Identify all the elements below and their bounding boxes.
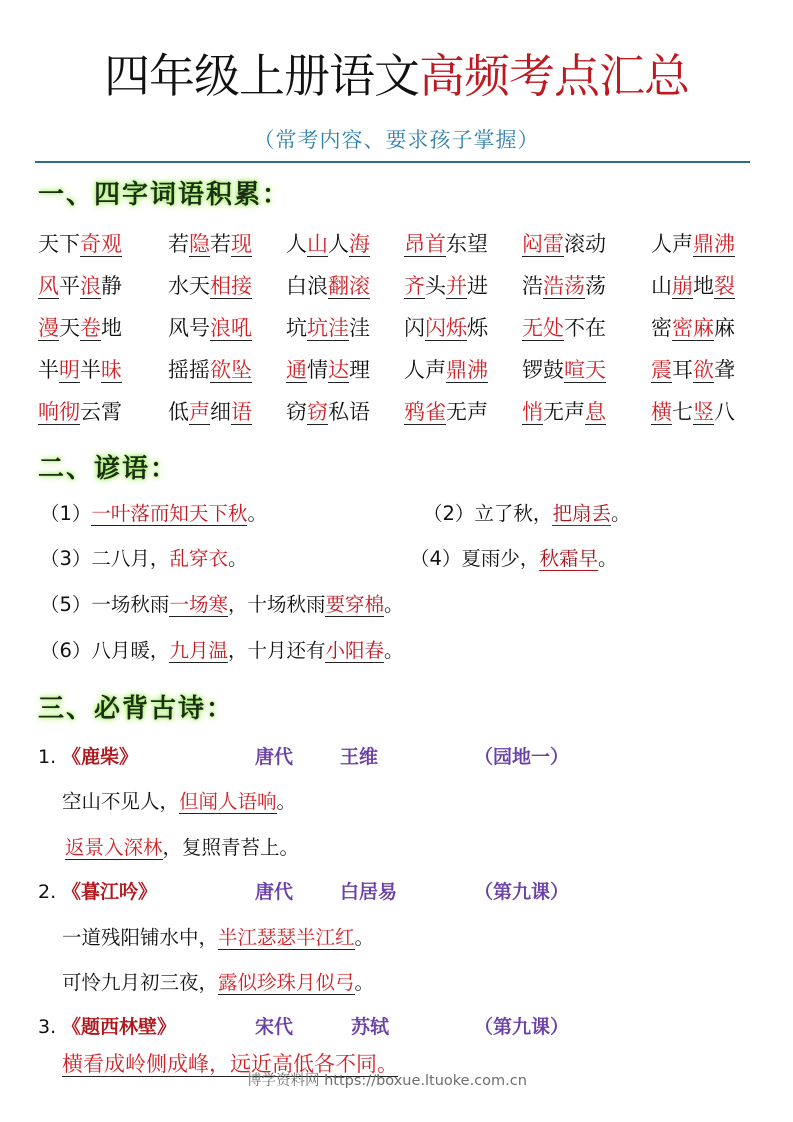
idiom-row xyxy=(38,226,758,268)
proverb-text: ，十月还有 xyxy=(227,639,326,662)
watermark: 博学资料网 https://boxue.ltuoke.com.cn xyxy=(247,1073,527,1089)
poem-number: 2. xyxy=(38,881,57,903)
proverb-item xyxy=(40,590,404,620)
idiom-given: 白浪 xyxy=(286,274,328,298)
idiom-answer: 现 xyxy=(231,232,252,256)
idiom-answer: 翻滚 xyxy=(328,274,370,298)
idiom-answer: 奇观 xyxy=(80,232,122,256)
proverb-item xyxy=(40,636,404,666)
idiom-row xyxy=(38,310,758,352)
poem-dynasty: 唐代 xyxy=(255,746,294,768)
poem-source: （第九课） xyxy=(474,881,570,903)
idiom-answer: 海 xyxy=(349,232,370,256)
poem-line-answer: 返景入深林 xyxy=(65,836,163,859)
idiom-answer: 鼎沸 xyxy=(446,358,488,382)
proverb-number: （6） xyxy=(40,639,92,662)
proverb-text: 二八月， xyxy=(91,547,170,570)
proverb-end: 。 xyxy=(610,502,631,525)
idiom-given: 人声 xyxy=(651,232,693,256)
idiom-item xyxy=(286,268,370,304)
poem-line-answer: 露似珍珠月似弓 xyxy=(218,971,355,994)
idiom-item xyxy=(651,268,735,304)
idiom-item xyxy=(651,394,735,430)
proverb-answer: 一场寒 xyxy=(169,593,228,616)
poem-author: 苏轼 xyxy=(351,1016,390,1038)
idiom-given: 山 xyxy=(651,274,672,298)
poem-author: 王维 xyxy=(340,746,379,768)
proverb-answer: 一叶落而知天下秋 xyxy=(91,502,248,525)
idiom-item xyxy=(286,226,370,262)
proverb-text: 八月暖， xyxy=(91,639,170,662)
idiom-given: 闪 xyxy=(404,316,425,340)
poem-line-text: 。 xyxy=(354,971,375,994)
idiom-given: 无声 xyxy=(543,400,585,424)
idiom-given: 半 xyxy=(38,358,59,382)
idiom-given: 半 xyxy=(80,358,101,382)
poem-line-text: 可怜九月初三夜， xyxy=(62,971,219,994)
idiom-given: 聋 xyxy=(714,358,735,382)
title-black-part: 四年级上册语文 xyxy=(104,49,419,103)
idiom-given: 天下 xyxy=(38,232,80,256)
idiom-answer: 无处 xyxy=(522,316,564,340)
idiom-answer: 山 xyxy=(307,232,328,256)
header-divider xyxy=(35,161,750,163)
poem-line-answer: 但闻人语响 xyxy=(179,790,277,813)
proverb-answer: 九月温 xyxy=(169,639,228,662)
idiom-given: 风号 xyxy=(168,316,210,340)
idiom-given: 进 xyxy=(467,274,488,298)
poem-line xyxy=(62,923,374,953)
idiom-answer: 鸦雀 xyxy=(404,400,446,424)
proverb-text: 夏雨少， xyxy=(461,547,540,570)
idiom-given: 八 xyxy=(714,400,735,424)
poem-line xyxy=(62,968,374,998)
idiom-given: 坑 xyxy=(286,316,307,340)
poem-title: 《题西林壁》 xyxy=(62,1016,177,1038)
proverb-item xyxy=(423,499,630,529)
poem-number: 1. xyxy=(38,746,57,768)
idiom-item xyxy=(38,226,122,262)
idiom-given: 七 xyxy=(672,400,693,424)
idiom-answer: 响彻 xyxy=(38,400,80,424)
idiom-answer: 风 xyxy=(38,274,59,298)
idiom-given: 若 xyxy=(168,232,189,256)
section-heading-proverbs: 二、谚语： xyxy=(38,454,179,484)
poem-source: （第九课） xyxy=(474,1016,570,1038)
idiom-item xyxy=(38,310,122,346)
idiom-item xyxy=(522,268,606,304)
idiom-item xyxy=(404,310,488,346)
idiom-answer: 闷雷 xyxy=(522,232,564,256)
idiom-given: 烁 xyxy=(467,316,488,340)
idiom-item xyxy=(38,268,122,304)
section-heading-poems: 三、必背古诗： xyxy=(38,694,235,724)
proverb-number: （3） xyxy=(40,547,92,570)
poem-line-text: 。 xyxy=(354,926,375,949)
idiom-item xyxy=(522,352,606,388)
idiom-given: 摇摇 xyxy=(168,358,210,382)
poem-line-text: ，复照青苔上。 xyxy=(162,836,300,859)
idiom-answer: 漫 xyxy=(38,316,59,340)
idiom-given: 人 xyxy=(328,232,349,256)
idiom-row xyxy=(38,268,758,310)
idiom-answer: 横 xyxy=(651,400,672,424)
idiom-given: 荡 xyxy=(585,274,606,298)
idiom-answer: 相接 xyxy=(210,274,252,298)
idiom-given: 平 xyxy=(59,274,80,298)
idiom-item xyxy=(651,310,735,346)
proverb-item xyxy=(40,544,247,574)
poem-line-answer: 横看成岭侧成峰，远近高低各不同。 xyxy=(62,1052,398,1076)
idiom-answer: 崩 xyxy=(672,274,693,298)
idiom-given: 耳 xyxy=(672,358,693,382)
idiom-given: 东望 xyxy=(446,232,488,256)
idiom-given: 锣鼓 xyxy=(522,358,564,382)
poem-line xyxy=(62,787,296,817)
section-heading-idioms: 一、四字词语积累： xyxy=(38,180,291,210)
idiom-answer: 通 xyxy=(286,358,307,382)
idiom-given: 天 xyxy=(59,316,80,340)
idiom-item xyxy=(168,226,252,262)
proverb-number: （5） xyxy=(40,593,92,616)
idiom-row xyxy=(38,352,758,394)
poem-line-text: 。 xyxy=(276,790,297,813)
idiom-answer: 喧天 xyxy=(564,358,606,382)
poem-source: （园地一） xyxy=(474,746,570,768)
idiom-answer: 闪烁 xyxy=(425,316,467,340)
idiom-answer: 裂 xyxy=(714,274,735,298)
poem-line xyxy=(65,833,299,863)
idiom-answer: 齐 xyxy=(404,274,425,298)
proverb-end: 。 xyxy=(383,639,404,662)
proverb-end: 。 xyxy=(597,547,618,570)
idiom-given: 水天 xyxy=(168,274,210,298)
idiom-given: 窃 xyxy=(286,400,307,424)
idiom-answer: 隐 xyxy=(189,232,210,256)
idiom-answer: 昂首 xyxy=(404,232,446,256)
idiom-item xyxy=(168,352,252,388)
idiom-item xyxy=(38,394,122,430)
proverb-end: 。 xyxy=(383,593,404,616)
idiom-given: 浩 xyxy=(522,274,543,298)
idiom-given: 头 xyxy=(425,274,446,298)
proverb-text: 立了秋， xyxy=(474,502,553,525)
idiom-answer: 震 xyxy=(651,358,672,382)
idiom-item xyxy=(404,394,488,430)
idiom-item xyxy=(404,268,488,304)
idiom-item xyxy=(286,310,370,346)
proverb-text: 一场秋雨 xyxy=(91,593,170,616)
idiom-item xyxy=(38,352,122,388)
proverb-end: 。 xyxy=(227,547,248,570)
idiom-item xyxy=(404,352,488,388)
idiom-given: 地 xyxy=(101,316,122,340)
idiom-item xyxy=(168,394,252,430)
proverb-text: ，十场秋雨 xyxy=(227,593,326,616)
proverb-number: （4） xyxy=(410,547,462,570)
proverb-answer: 小阳春 xyxy=(325,639,384,662)
idiom-given: 若 xyxy=(210,232,231,256)
idiom-given: 无声 xyxy=(446,400,488,424)
poem-dynasty: 唐代 xyxy=(255,881,294,903)
poem-number: 3. xyxy=(38,1016,57,1038)
proverb-answer: 把扇丢 xyxy=(552,502,611,525)
page-title xyxy=(0,48,793,104)
idiom-given: 情 xyxy=(307,358,328,382)
idiom-answer: 竖 xyxy=(693,400,714,424)
idiom-answer: 浩荡 xyxy=(543,274,585,298)
poem-line-answer: 半江瑟瑟半江红 xyxy=(218,926,355,949)
poem-line-text: 一道残阳铺水中， xyxy=(62,926,219,949)
idiom-answer: 并 xyxy=(446,274,467,298)
idiom-item xyxy=(404,226,488,262)
idiom-given: 滚动 xyxy=(564,232,606,256)
idiom-answer: 昧 xyxy=(101,358,122,382)
idiom-given: 理 xyxy=(349,358,370,382)
page-subtitle: （常考内容、要求孩子掌握） xyxy=(253,128,540,152)
idiom-item xyxy=(286,394,370,430)
idiom-given: 细 xyxy=(210,400,231,424)
idiom-answer: 明 xyxy=(59,358,80,382)
idiom-given: 洼 xyxy=(349,316,370,340)
title-red-part: 高频考点汇总 xyxy=(419,49,689,103)
proverb-item xyxy=(410,544,617,574)
poem-title: 《暮江吟》 xyxy=(62,881,158,903)
idiom-answer: 坑洼 xyxy=(307,316,349,340)
poem-title: 《鹿柴》 xyxy=(62,746,139,768)
idiom-answer: 声 xyxy=(189,400,210,424)
idiom-given: 人声 xyxy=(404,358,446,382)
idiom-answer: 息 xyxy=(585,400,606,424)
idiom-item xyxy=(522,310,606,346)
idiom-given: 密 xyxy=(651,316,672,340)
idiom-answer: 浪吼 xyxy=(210,316,252,340)
poem-author: 白居易 xyxy=(340,881,398,903)
idiom-item xyxy=(168,310,252,346)
idiom-item xyxy=(522,226,606,262)
idiom-answer: 浪 xyxy=(80,274,101,298)
idiom-answer: 欲坠 xyxy=(210,358,252,382)
idiom-item xyxy=(651,226,735,262)
idiom-answer: 卷 xyxy=(80,316,101,340)
idiom-item xyxy=(286,352,370,388)
idiom-given: 人 xyxy=(286,232,307,256)
idiom-answer: 窃 xyxy=(307,400,328,424)
idiom-answer: 悄 xyxy=(522,400,543,424)
proverb-answer: 乱穿衣 xyxy=(169,547,228,570)
idiom-item xyxy=(168,268,252,304)
poem-dynasty: 宋代 xyxy=(255,1016,294,1038)
idiom-answer: 鼎沸 xyxy=(693,232,735,256)
idiom-given: 地 xyxy=(693,274,714,298)
idiom-given: 低 xyxy=(168,400,189,424)
idiom-answer: 密麻 xyxy=(672,316,714,340)
idiom-item xyxy=(522,394,606,430)
idiom-answer: 达 xyxy=(328,358,349,382)
proverb-answer: 要穿棉 xyxy=(325,593,384,616)
idiom-answer: 语 xyxy=(231,400,252,424)
idiom-given: 静 xyxy=(101,274,122,298)
idiom-given: 麻 xyxy=(714,316,735,340)
idiom-item xyxy=(651,352,735,388)
idiom-given: 私语 xyxy=(328,400,370,424)
proverb-item xyxy=(40,499,267,529)
proverb-answer: 秋霜早 xyxy=(539,547,598,570)
idiom-answer: 欲 xyxy=(693,358,714,382)
idiom-given: 不在 xyxy=(564,316,606,340)
proverb-end: 。 xyxy=(247,502,267,525)
poem-line-text: 空山不见人， xyxy=(62,790,180,813)
proverb-number: （2） xyxy=(423,502,475,525)
idiom-given: 云霄 xyxy=(80,400,122,424)
idiom-grid xyxy=(38,226,758,436)
proverb-number: （1） xyxy=(40,502,92,525)
idiom-row xyxy=(38,394,758,436)
